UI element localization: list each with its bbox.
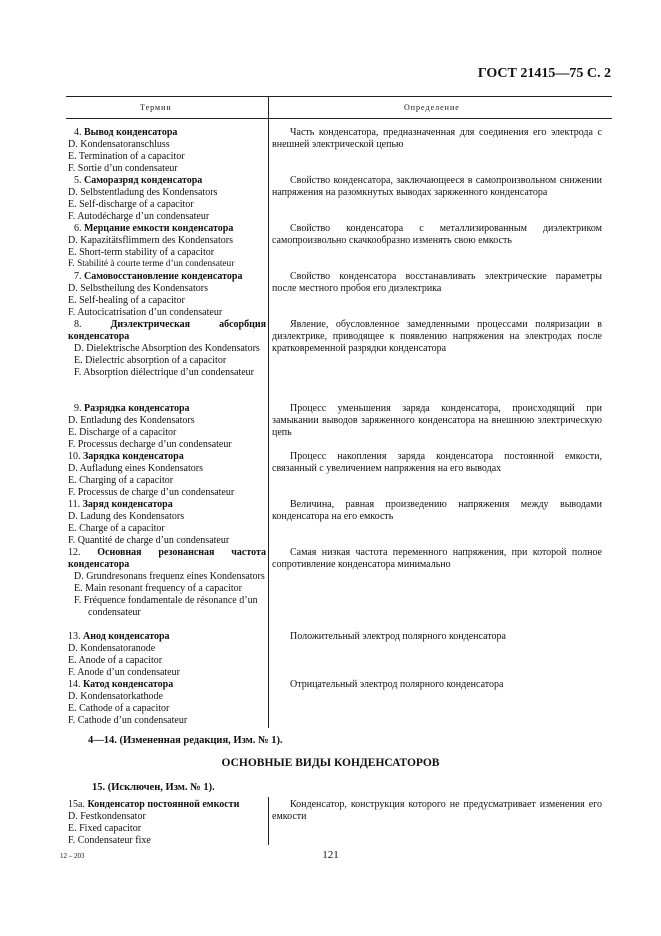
entry-15a-divider: [268, 797, 269, 845]
term-fr: F. Stabilité à courte terme d’un condensateur: [68, 258, 235, 269]
term-de: D. Kapazitätsflimmern des Kondensators: [68, 234, 233, 246]
term-entry-5: 5. Саморазряд конденсатора D. Selbstentladung des Kondensators E. Self-discharge of a capacitor F. Autodécharge d’un condensateur: [68, 175, 266, 223]
term-fr: F. Processus de charge d’un condensateur: [68, 486, 235, 498]
term-de: D. Dielektrische Absorption des Kondensators: [74, 342, 260, 354]
definition-10: Процесс накопления заряда конденсатора постоянной емкости, связанный с увеличением напряжения на его выводах: [272, 451, 602, 475]
definition-14: Отрицательный электрод полярного конденсатора: [290, 679, 504, 690]
term-en: E. Termination of a capacitor: [68, 150, 185, 162]
definition-8: Явление, обусловленное замедленными процессами поляризации в диэлектрике, приводящее к появлению напряжения на электродах после кратковременной разрядки конденсатора: [272, 319, 602, 355]
term-entry-14: 14. Катод конденсатора D. Kondensatorkathode E. Cathode of a capacitor F. Cathode d’un condensateur: [68, 679, 266, 727]
term-en: E. Discharge of a capacitor: [68, 426, 177, 438]
term-en: E. Charging of a capacitor: [68, 474, 174, 486]
section-title: ОСНОВНЫЕ ВИДЫ КОНДЕНСАТОРОВ: [221, 757, 440, 769]
term-fr: F. Autocicatrisation d’un condensateur: [68, 306, 223, 318]
column-header-term: Термин: [140, 103, 172, 112]
term-entry-8: 8. Диэлектрическая абсорбция конденсатора D. Dielektrische Absorption des Kondensators E. Dielectric absorption of a capacitor F. Absorption diélectrique d’un condensateur: [68, 319, 267, 378]
term-title: Зарядка конденсатора: [83, 451, 184, 462]
term-en: E. Fixed capacitor: [68, 822, 142, 834]
term-title: Диэлектрическая абсорбция конденсатора: [68, 319, 267, 342]
sheet-code: 12 – 203: [60, 852, 85, 860]
term-fr: F. Quantité de charge d’un condensateur: [68, 534, 230, 546]
term-en: E. Main resonant frequency of a capacitor: [74, 582, 242, 594]
term-en: E. Anode of a capacitor: [68, 654, 163, 666]
term-title: Анод конденсатора: [83, 631, 170, 642]
term-entry-15a: 15а. Конденсатор постоянной емкости D. Festkondensator E. Fixed capacitor F. Condensateur fixe: [68, 799, 266, 847]
term-entry-12: 12. Основная резонансная частота конденсатора D. Grundresonans frequenz eines Kondensators E. Main resonant frequency of a capacitor F. Fréquence fondamentale de résonance d’un condensateur: [68, 547, 266, 618]
term-title: Мерцание емкости конденсатора: [84, 223, 234, 234]
term-title: Заряд конденсатора: [82, 499, 173, 510]
definition-7: Свойство конденсатора восстанавливать электрические параметры после местного пробоя его диэлектрика: [272, 271, 602, 295]
term-title: Конденсатор постоянной емкости: [87, 799, 240, 810]
term-de: D. Kondensatoranschluss: [68, 138, 170, 150]
definition-9: Процесс уменьшения заряда конденсатора, происходящий при замыкании выводов заряженного конденсатора на внешнюю электрическую цепь: [272, 403, 602, 439]
term-fr: F. Condensateur fixe: [68, 834, 151, 846]
term-title: Катод конденсатора: [83, 679, 174, 690]
definition-6: Свойство конденсатора с металлизированным диэлектриком самопроизвольно скачкообразно изменять свою емкость: [272, 223, 602, 247]
term-de: D. Entladung des Kondensators: [68, 414, 195, 426]
term-title: Основная резонансная частота конденсатора: [68, 547, 266, 570]
term-de: D. Ladung des Kondensators: [68, 510, 185, 522]
term-fr: F. Absorption diélectrique d’un condensateur: [74, 366, 254, 378]
term-fr: F. Cathode d’un condensateur: [68, 714, 188, 726]
term-entry-7: 7. Самовосстановление конденсатора D. Selbstheilung des Kondensators E. Self-healing of a capacitor F. Autocicatrisation d’un condensateur: [68, 271, 266, 319]
term-entry-6: 6. Мерцание емкости конденсатора D. Kapazitätsflimmern des Kondensators E. Short-term stability of a capacitor F. Stabilité à courte terme d’un condensateur: [68, 223, 266, 271]
table-header-rule: [66, 118, 612, 119]
change-note: 4—14. (Измененная редакция, Изм. № 1).: [88, 735, 283, 746]
column-header-definition: Определение: [404, 103, 460, 112]
term-de: D. Selbstentladung des Kondensators: [68, 186, 218, 198]
definition-15a: Конденсатор, конструкция которого не предусматривает изменения его емкости: [272, 799, 602, 823]
definition-11: Величина, равная произведению напряжения между выводами конденсатора на его емкость: [272, 499, 602, 523]
term-fr: F. Anode d’un condensateur: [68, 666, 180, 678]
table-column-divider: [268, 96, 269, 728]
term-en: E. Short-term stability of a capacitor: [68, 246, 215, 258]
term-de: D. Aufladung eines Kondensators: [68, 462, 203, 474]
term-en: E. Self-healing of a capacitor: [68, 294, 185, 306]
excluded-note: 15. (Исключен, Изм. № 1).: [92, 782, 215, 793]
definition-4: Часть конденсатора, предназначенная для соединения его электрода с внешней электрической цепью: [272, 127, 602, 151]
term-de: D. Grundresonans frequenz eines Kondensators: [74, 570, 265, 582]
page-number: 121: [322, 849, 339, 861]
definition-5: Свойство конденсатора, заключающееся в самопроизвольном снижении напряжения на разомкнутых выводах заряженного конденсатора: [272, 175, 602, 199]
term-title: Разрядка конденсатора: [84, 403, 190, 414]
term-en: E. Self-discharge of a capacitor: [68, 198, 194, 210]
term-entry-4: 4. Вывод конденсатора D. Kondensatoranschluss E. Termination of a capacitor F. Sortie d’un condensateur: [68, 127, 266, 175]
standard-header: ГОСТ 21415—75 С. 2: [477, 66, 611, 81]
term-en: E. Cathode of a capacitor: [68, 702, 170, 714]
term-title: Вывод конденсатора: [84, 127, 178, 138]
term-entry-9: 9. Разрядка конденсатора D. Entladung des Kondensators E. Discharge of a capacitor F. Processus decharge d’un condensateur: [68, 403, 266, 451]
term-en: E. Dielectric absorption of a capacitor: [74, 354, 227, 366]
term-fr: F. Autodécharge d’un condensateur: [68, 210, 210, 222]
table-top-rule: [66, 96, 612, 97]
term-fr: F. Processus decharge d’un condensateur: [68, 438, 232, 450]
term-entry-10: 10. Зарядка конденсатора D. Aufladung eines Kondensators E. Charging of a capacitor F. Processus de charge d’un condensateur: [68, 451, 266, 499]
term-fr: F. Sortie d’un condensateur: [68, 162, 178, 174]
term-title: Саморазряд конденсатора: [84, 175, 203, 186]
term-fr: F. Fréquence fondamentale de résonance d’un condensateur: [74, 594, 258, 618]
term-title: Самовосстановление конденсатора: [84, 271, 243, 282]
term-de: D. Kondensatoranode: [68, 642, 156, 654]
term-de: D. Selbstheilung des Kondensators: [68, 282, 208, 294]
term-de: D. Kondensatorkathode: [68, 690, 163, 702]
definition-13: Положительный электрод полярного конденсатора: [290, 631, 506, 642]
definition-12: Самая низкая частота переменного напряжения, при которой полное сопротивление конденсатора минимально: [272, 547, 602, 571]
term-entry-11: 11. Заряд конденсатора D. Ladung des Kondensators E. Charge of a capacitor F. Quantité de charge d’un condensateur: [68, 499, 266, 547]
term-en: E. Charge of a capacitor: [68, 522, 165, 534]
term-entry-13: 13. Анод конденсатора D. Kondensatoranode E. Anode of a capacitor F. Anode d’un condensateur: [68, 631, 266, 679]
term-de: D. Festkondensator: [68, 810, 146, 822]
